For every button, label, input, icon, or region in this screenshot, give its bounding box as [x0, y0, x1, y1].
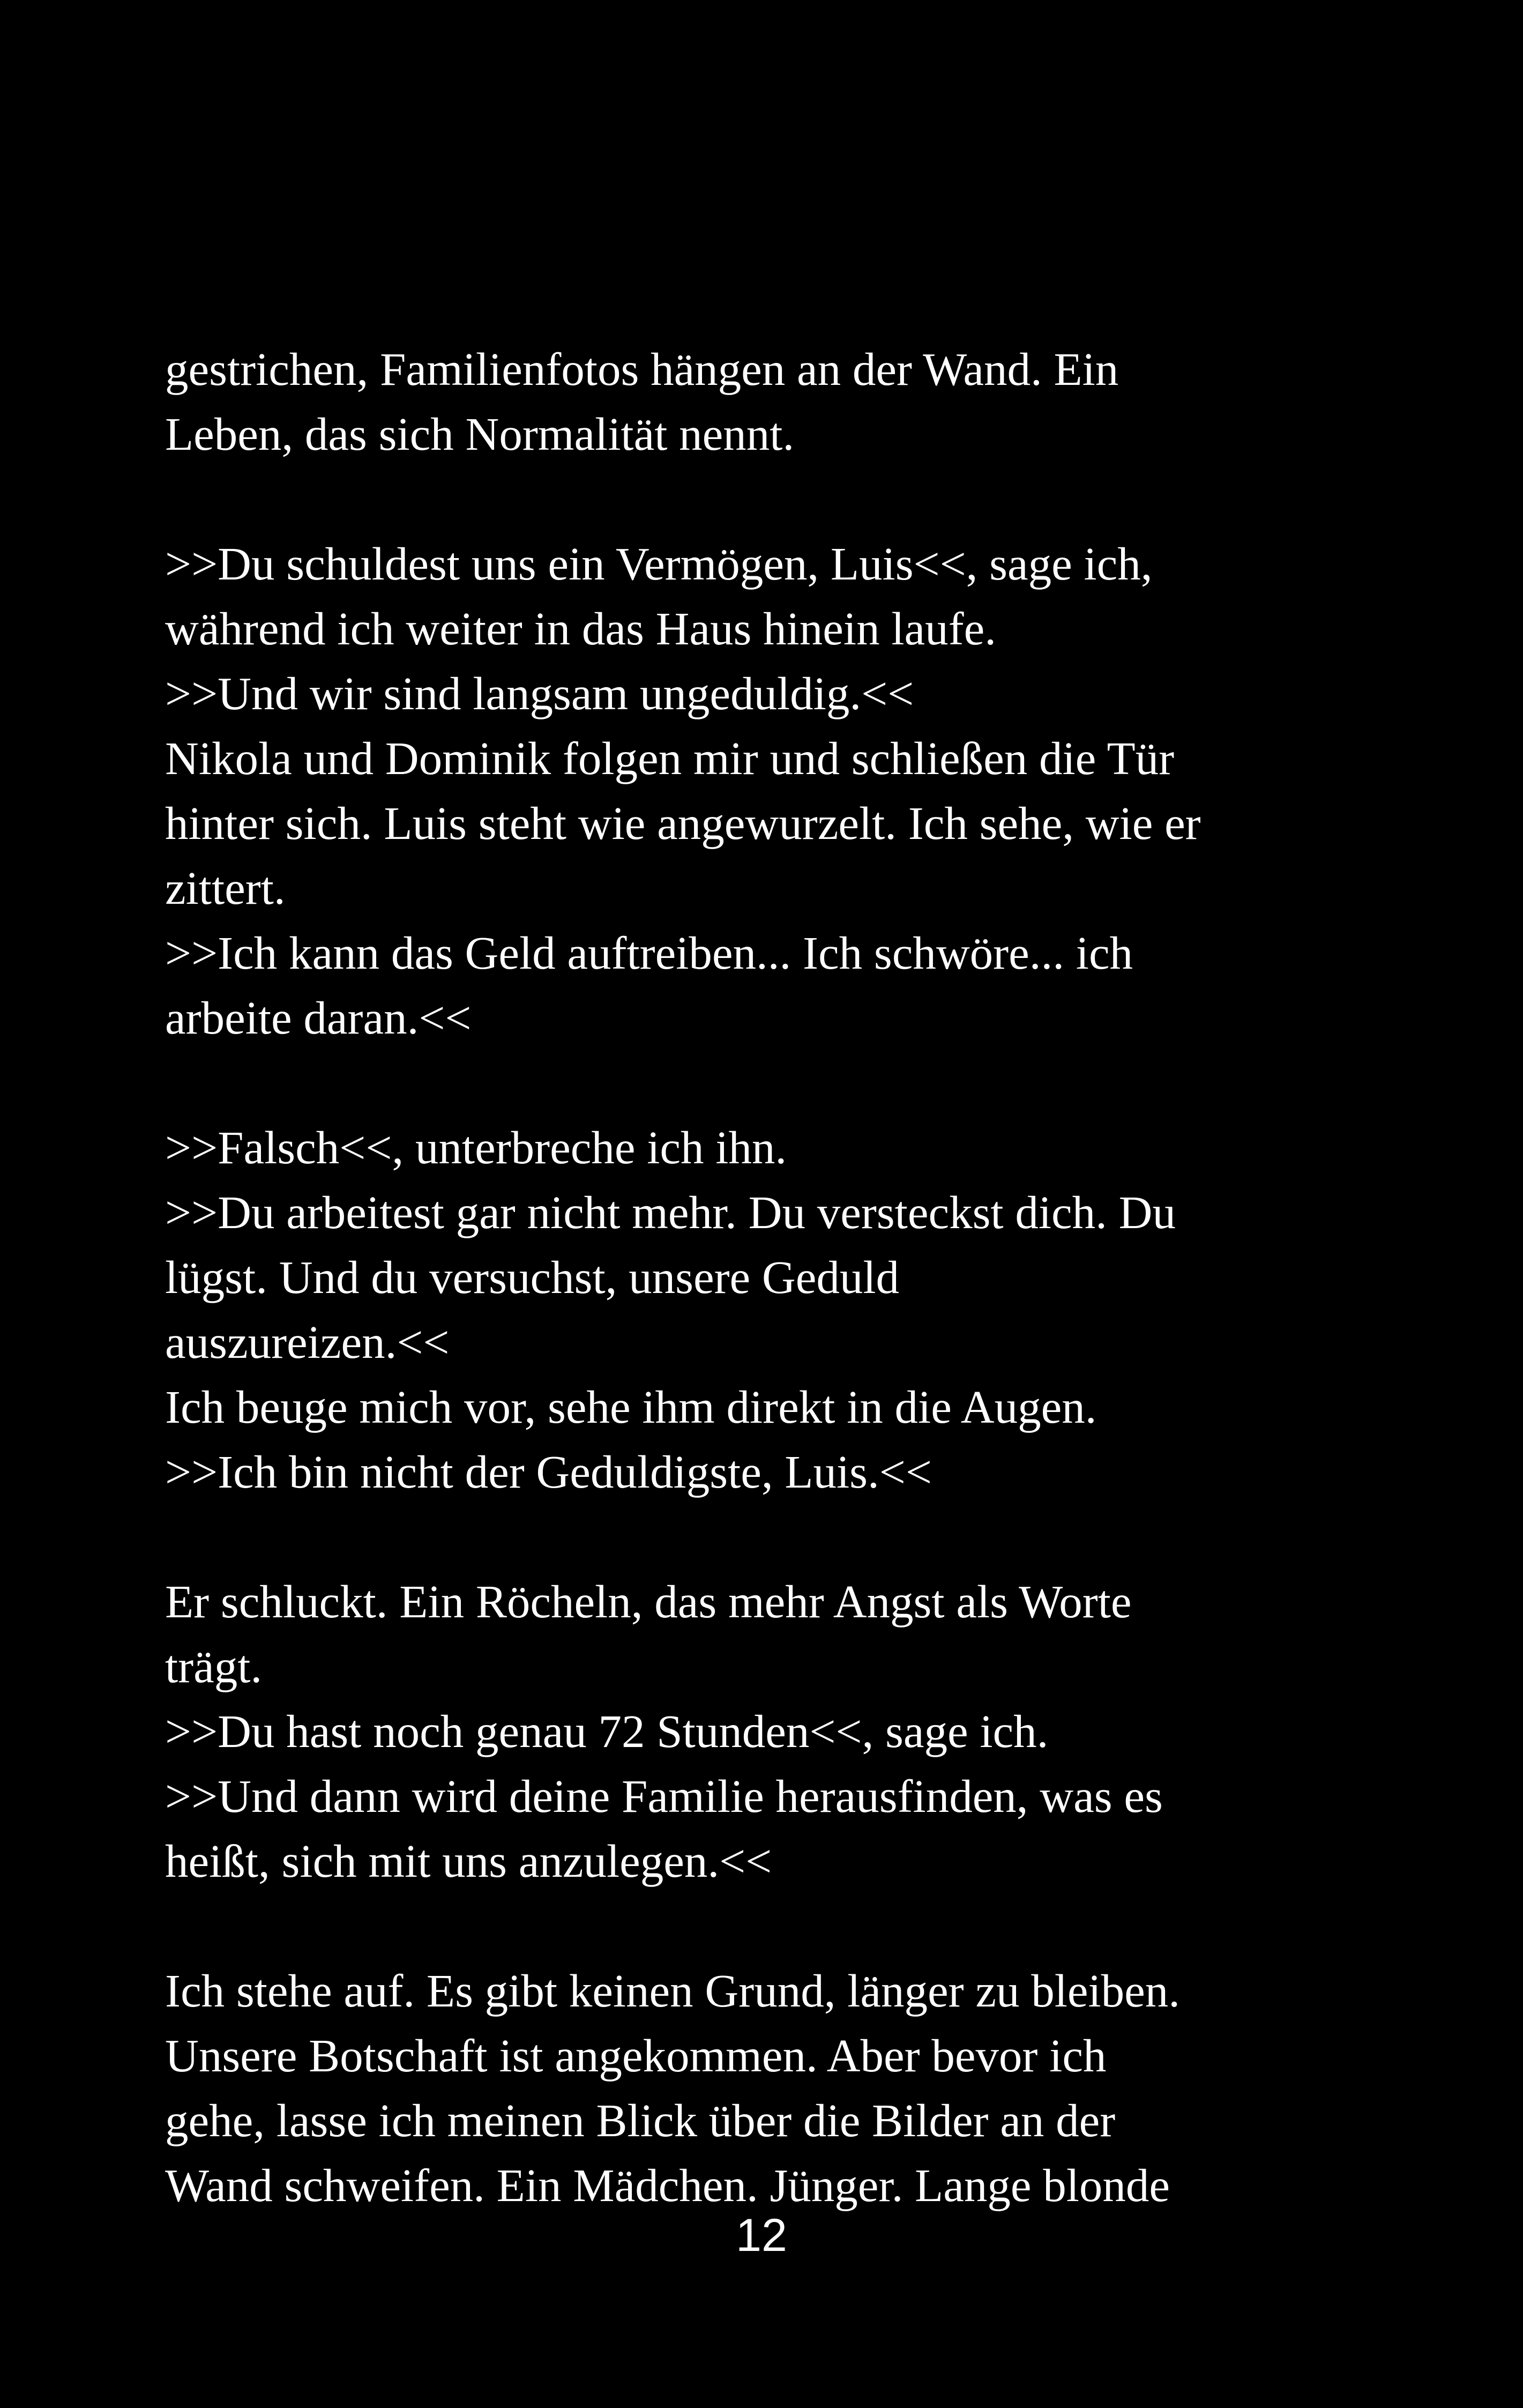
blank-line [165, 1504, 1398, 1569]
blank-line [165, 1893, 1398, 1958]
text-line: Wand schweifen. Ein Mädchen. Jünger. Lange blonde [165, 2159, 1170, 2211]
text-line: gestrichen, Familienfotos hängen an der Wand. Ein [165, 343, 1119, 395]
text-line: >>Du arbeitest gar nicht mehr. Du versteckst dich. Du [165, 1186, 1176, 1238]
text-line: >>Falsch<<, unterbreche ich ihn. [165, 1121, 787, 1173]
page-number: 12 [736, 2210, 787, 2261]
text-line: Ich beuge mich vor, sehe ihm direkt in die Augen. [165, 1381, 1097, 1433]
text-line: Ich stehe auf. Es gibt keinen Grund, länger zu bleiben. [165, 1965, 1181, 2017]
text-line: >>Ich bin nicht der Geduldigste, Luis.<< [165, 1446, 932, 1498]
text-line: lügst. Und du versuchst, unsere Geduld [165, 1251, 900, 1303]
blank-line [165, 1050, 1398, 1115]
blank-line [165, 466, 1398, 531]
text-line: während ich weiter in das Haus hinein laufe. [165, 603, 996, 655]
text-line: Nikola und Dominik folgen mir und schließen die Tür [165, 732, 1175, 784]
body-text [165, 337, 1398, 2218]
text-line: >>Du schuldest uns ein Vermögen, Luis<<, sage ich, [165, 538, 1153, 590]
text-line: auszureizen.<< [165, 1316, 450, 1368]
text-line: >>Und dann wird deine Familie herausfinden, was es [165, 1770, 1163, 1822]
text-line: >>Du hast noch genau 72 Stunden<<, sage ich. [165, 1705, 1049, 1757]
text-line: Er schluckt. Ein Röcheln, das mehr Angst als Worte [165, 1575, 1132, 1627]
text-line: heißt, sich mit uns anzulegen.<< [165, 1835, 772, 1887]
text-line: >>Ich kann das Geld auftreiben... Ich schwöre... ich [165, 927, 1133, 979]
text-line: Leben, das sich Normalität nennt. [165, 408, 795, 460]
text-line: hinter sich. Luis steht wie angewurzelt. Ich sehe, wie er [165, 797, 1201, 849]
text-line: >>Und wir sind langsam ungeduldig.<< [165, 667, 914, 719]
text-line: arbeite daran.<< [165, 992, 472, 1044]
text-line: gehe, lasse ich meinen Blick über die Bilder an der [165, 2094, 1116, 2146]
text-line: trägt. [165, 1640, 263, 1692]
text-line: Unsere Botschaft ist angekommen. Aber bevor ich [165, 2030, 1107, 2082]
text-line: zittert. [165, 862, 286, 914]
